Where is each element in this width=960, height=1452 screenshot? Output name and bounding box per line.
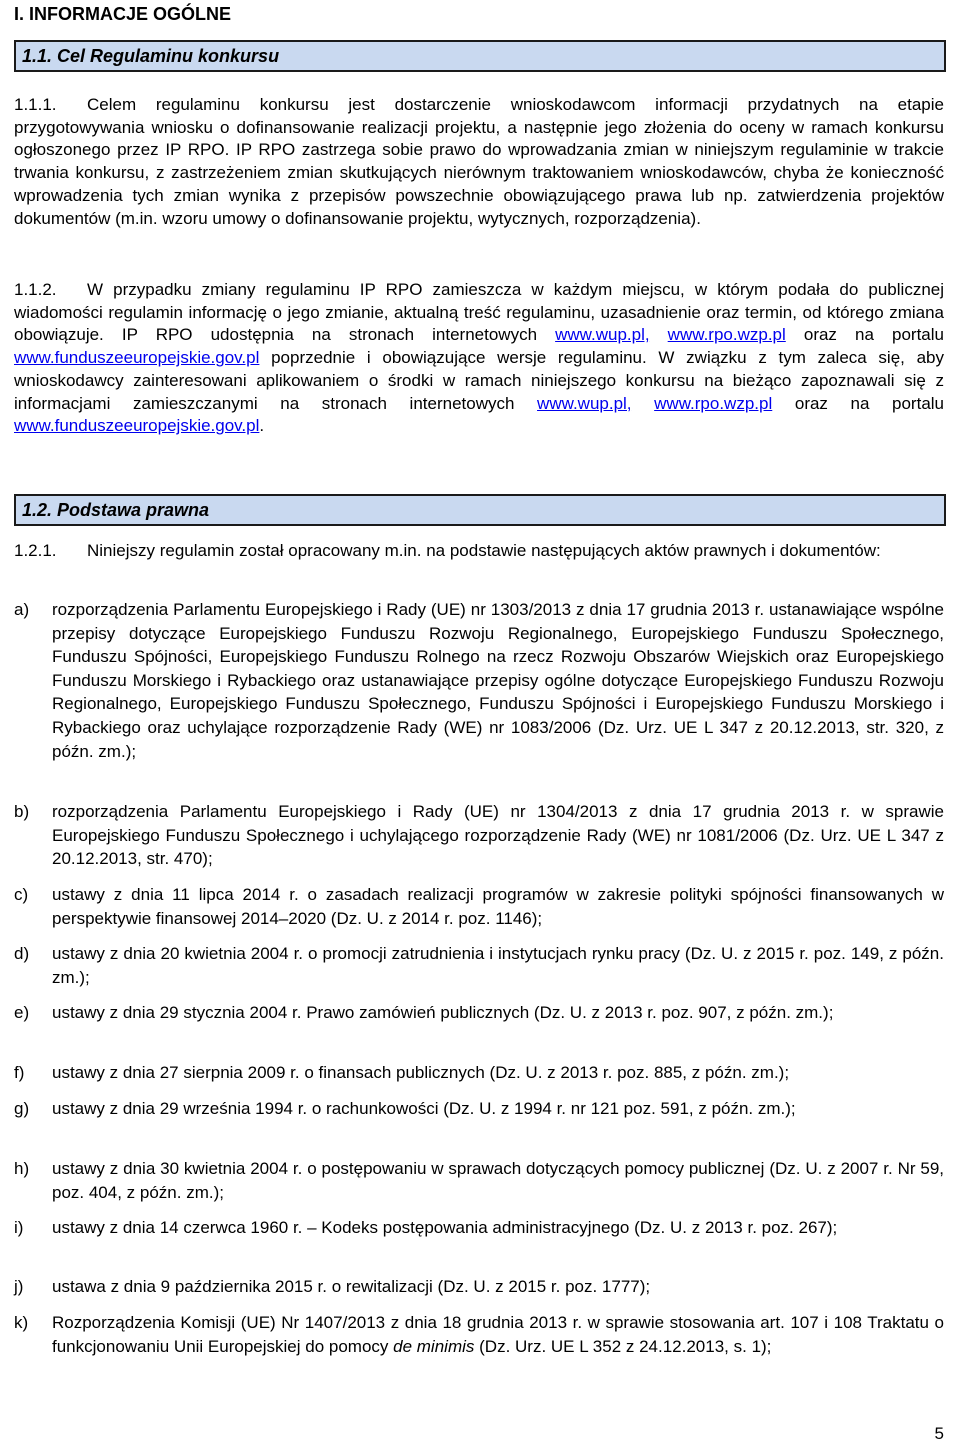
page-number: 5 [934,1424,944,1443]
chapter-heading: I. INFORMACJE OGÓLNE [14,4,232,24]
list-item-text: ustawy z dnia 11 lipca 2014 r. o zasadach realizacji programów w zakresie polityki spójności finansowanych w perspektywie finansowej 2014–2020 (Dz. U. z 2014 r. poz. 1146); [52,885,944,928]
link-wup-2[interactable]: www.wup.pl, [537,393,632,413]
section-heading-1-2: 1.2. Podstawa prawna [14,494,946,526]
list-item-text-part: Rozporządzenia Komisji (UE) Nr 1407/2013 z dnia 18 grudnia 2013 r. w sprawie stosowania art. 107 i 108 Traktatu o funkcjonowaniu Unii Europejskiej do pomocy [52,1313,944,1356]
list-item-text: ustawy z dnia 30 kwietnia 2004 r. o postępowaniu w sprawach dotyczących pomocy publicznej (Dz. U. z 2007 r. Nr 59, poz. 404, z późn. zm.); [52,1159,944,1202]
paragraph-text: Celem regulaminu konkursu jest dostarczenie wnioskodawcom informacji przydatnych na etapie przygotowywania wniosku o dofinansowanie realizacji projektu, a następnie jego złożenia do oceny w ramach konkursu ogłoszonego przez IP RPO. IP RPO zastrzega sobie prawo do wprowadzania zmian w niniejszym regulaminie w trakcie trwania konkursu, z zastrzeżeniem zmian skutkujących nierównym traktowaniem wnioskodawców, chyba że konieczność wprowadzenia tych zmian wynika z przepisów powszechnie obowiązującego prawa lub np. zatwierdzenia projektów dokumentów (m.in. wzoru umowy o dofinansowanie projektu, wytycznych, rozporządzenia). [14,95,944,228]
list-item-label: d) [14,944,30,963]
paragraph-number: 1.2.1. [14,541,57,560]
paragraph-1-2-1 [14,540,944,563]
list-item-label: h) [14,1159,30,1178]
list-item-label: j) [14,1277,24,1296]
list-item [14,883,944,930]
list-item [14,1001,944,1025]
paragraph-text: oraz na portalu [794,393,945,413]
list-item-label: f) [14,1063,25,1082]
list-item [14,1216,944,1240]
paragraph-number: 1.1.1. [14,95,57,114]
list-item-label: k) [14,1313,29,1332]
list-item-text: rozporządzenia Parlamentu Europejskiego i Rady (UE) nr 1303/2013 z dnia 17 grudnia 2013 r. ustanawiające wspólne przepisy dotyczące Europejskiego Funduszu Rozwoju Regionalnego, Europejskiego Funduszu Społecznego, Funduszu Spójności, Europejskiego Funduszu Rolnego na rzecz Rozwoju Obszarów Wiejskich oraz Europejskiego Funduszu Morskiego i Rybackiego oraz ustanawiające przepisy ogólne dotyczące Europejskiego Funduszu Rozwoju Regionalnego, Europejskiego Funduszu Społecznego, Funduszu Spójności i Europejskiego Funduszu Morskiego i Rybackiego oraz uchylające rozporządzenie Rady (WE) nr 1083/2006 (Dz. Urz. UE L 347 z 20.12.2013, str. 320, z późn. zm.); [52,600,944,761]
paragraph-1-1-2 [14,279,944,438]
link-fundusze-1[interactable]: www.funduszeeuropejskie.gov.pl [14,348,260,368]
list-item-label: i) [14,1218,24,1237]
list-item-text-part: (Dz. Urz. UE L 352 z 24.12.2013, s. 1); [479,1336,772,1356]
list-item-text: ustawy z dnia 27 sierpnia 2009 r. o finansach publicznych (Dz. U. z 2013 r. poz. 885, z późn. zm.); [52,1063,790,1082]
list-item [14,598,944,763]
list-item [14,1311,944,1358]
list-item-label: g) [14,1099,30,1118]
list-item-emphasis: de minimis [393,1336,475,1356]
section-heading-1-1: 1.1. Cel Regulaminu konkursu [14,40,946,72]
link-wup-1[interactable]: www.wup.pl, [555,325,650,345]
link-fundusze-2[interactable]: www.funduszeeuropejskie.gov.pl [14,416,260,436]
list-item-text: ustawy z dnia 29 września 1994 r. o rachunkowości (Dz. U. z 1994 r. nr 121 poz. 591, z późn. zm.); [52,1099,796,1118]
list-item [14,1275,944,1299]
list-item-text: ustawy z dnia 29 stycznia 2004 r. Prawo zamówień publicznych (Dz. U. z 2013 r. poz. 907, z późn. zm.); [52,1003,834,1022]
list-item [14,800,944,871]
list-item-label: e) [14,1003,30,1022]
list-item-text: ustawy z dnia 14 czerwca 1960 r. – Kodeks postępowania administracyjnego (Dz. U. z 2013 r. poz. 267); [52,1218,838,1237]
link-rpo-2[interactable]: www.rpo.wzp.pl [654,393,773,413]
paragraph-text: oraz na portalu [803,325,944,345]
paragraph-text: . [259,416,265,436]
paragraph-text: Niniejszy regulamin został opracowany m.in. na podstawie następujących aktów prawnych i dokumentów: [87,541,881,560]
list-item-label: a) [14,600,30,619]
list-item-label: b) [14,802,30,821]
list-item [14,942,944,989]
list-item [14,1061,944,1085]
paragraph-text: poprzednie i obowiązujące wersje regulaminu. W związku z tym zaleca się, aby wnioskodawcy zainteresowani aplikowaniem o środki w ramach niniejszego konkursu na bieżąco zapoznawali się z informacjami zamieszczanymi na stronach internetowych [14,348,944,413]
paragraph-number: 1.1.2. [14,280,57,299]
list-item [14,1157,944,1204]
link-rpo-1[interactable]: www.rpo.wzp.pl [667,325,786,345]
list-item-text: rozporządzenia Parlamentu Europejskiego i Rady (UE) nr 1304/2013 z dnia 17 grudnia 2013 r. w sprawie Europejskiego Funduszu Społecznego i uchylającego rozporządzenie Rady (WE) nr 1081/2006 (Dz. Urz. UE L 347 z 20.12.2013, str. 470); [52,802,944,869]
list-item-text: ustawa z dnia 9 października 2015 r. o rewitalizacji (Dz. U. z 2015 r. poz. 1777); [52,1277,651,1296]
list-item-text [52,1311,944,1358]
paragraph-1-1-1 [14,94,944,230]
list-item [14,1097,944,1121]
paragraph-text: W przypadku zmiany regulaminu IP RPO zamieszcza w każdym miejscu, w którym podała do publicznej wiadomości regulamin informację o jego zmianie, aktualną treść regulaminu, uzasadnienie oraz termin, od którego zmiana obowiązuje. IP RPO udostępnia na stronach internetowych [14,280,944,345]
list-item-label: c) [14,885,29,904]
list-item-text: ustawy z dnia 20 kwietnia 2004 r. o promocji zatrudnienia i instytucjach rynku pracy (Dz. U. z 2015 r. poz. 149, z późn. zm.); [52,944,944,987]
